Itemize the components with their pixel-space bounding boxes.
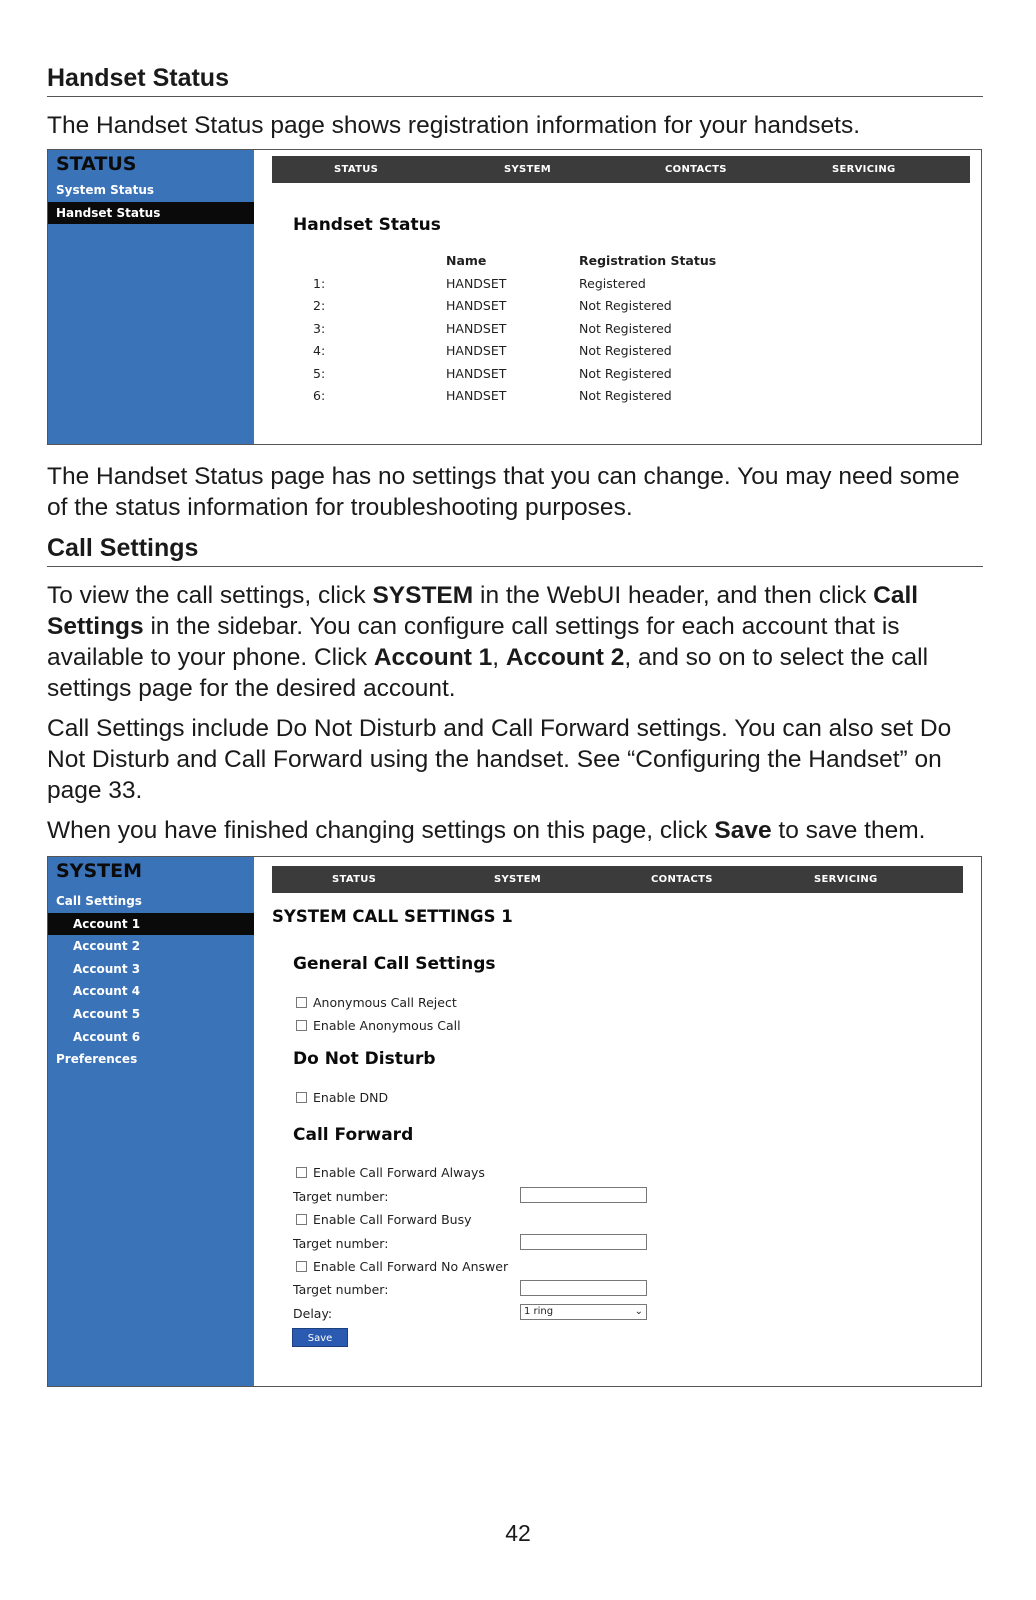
sidebar-item-account-4[interactable]: Account 4 <box>73 984 141 999</box>
enable-anonymous-call-checkbox[interactable] <box>296 1020 307 1031</box>
page-title: SYSTEM CALL SETTINGS 1 <box>272 907 513 926</box>
nav-servicing[interactable]: SERVICING <box>832 164 896 175</box>
row-num: 4: <box>313 343 326 358</box>
row-name: HANDSET <box>446 388 507 403</box>
enable-anonymous-call-label: Enable Anonymous Call <box>313 1018 461 1033</box>
cf-always-checkbox[interactable] <box>296 1167 307 1178</box>
row-num: 2: <box>313 298 326 313</box>
top-nav <box>272 156 970 183</box>
cf-no-answer-label: Enable Call Forward No Answer <box>313 1259 509 1274</box>
nav-system[interactable]: SYSTEM <box>504 164 552 175</box>
nav-contacts[interactable]: CONTACTS <box>651 874 713 885</box>
top-nav <box>272 866 963 893</box>
nav-contacts[interactable]: CONTACTS <box>665 164 727 175</box>
general-call-settings-heading: General Call Settings <box>293 954 496 974</box>
call-settings-p1: To view the call settings, click SYSTEM in the WebUI header, and then click Call Settings in the sidebar. You can configure call settings for each account that is available to your phone. Click Account 1, Account 2, and so on to select the call settings page for the desired account. <box>47 582 929 702</box>
sidebar-item-system-status[interactable]: System Status <box>56 183 155 197</box>
handset-status-intro: The Handset Status page shows registration information for your handsets. <box>47 112 861 139</box>
nav-status[interactable]: STATUS <box>332 874 377 885</box>
delay-label: Delay: <box>293 1306 333 1321</box>
row-status: Not Registered <box>579 298 672 313</box>
col-header-registration-status: Registration Status <box>579 253 717 268</box>
handset-status-note: The Handset Status page has no settings that you can change. You may need some of the status information for troubleshooting purposes. <box>47 463 960 521</box>
target-number-label: Target number: <box>293 1189 389 1204</box>
row-status: Not Registered <box>579 321 672 336</box>
cf-always-target-input[interactable] <box>520 1187 647 1203</box>
row-name: HANDSET <box>446 298 507 313</box>
enable-dnd-checkbox[interactable] <box>296 1092 307 1103</box>
sidebar-item-preferences[interactable]: Preferences <box>56 1052 138 1067</box>
sidebar-item-handset-status[interactable]: Handset Status <box>48 202 254 225</box>
nav-servicing[interactable]: SERVICING <box>814 874 878 885</box>
save-button[interactable]: Save <box>292 1328 348 1347</box>
row-status: Not Registered <box>579 366 672 381</box>
chevron-down-icon: ⌄ <box>634 1306 643 1317</box>
cf-no-answer-checkbox[interactable] <box>296 1261 307 1272</box>
sidebar-item-account-6[interactable]: Account 6 <box>73 1029 141 1044</box>
sidebar-item-call-settings[interactable]: Call Settings <box>56 894 142 908</box>
row-name: HANDSET <box>446 366 507 381</box>
row-status: Registered <box>579 276 646 291</box>
sidebar-item-account-1[interactable]: Account 1 <box>48 913 254 936</box>
anonymous-call-reject-label: Anonymous Call Reject <box>313 995 457 1010</box>
sidebar <box>48 857 254 1386</box>
page-title: Handset Status <box>293 215 441 235</box>
webui-call-settings-screenshot <box>47 856 982 1387</box>
section-heading-handset-status: Handset Status <box>47 64 983 97</box>
cf-busy-label: Enable Call Forward Busy <box>313 1212 472 1227</box>
delay-select[interactable] <box>520 1304 647 1320</box>
cf-no-answer-target-input[interactable] <box>520 1280 647 1296</box>
anonymous-call-reject-checkbox[interactable] <box>296 997 307 1008</box>
row-name: HANDSET <box>446 321 507 336</box>
row-name: HANDSET <box>446 276 507 291</box>
sidebar-item-account-5[interactable]: Account 5 <box>73 1006 141 1021</box>
target-number-label: Target number: <box>293 1236 389 1251</box>
sidebar <box>48 150 254 444</box>
call-forward-heading: Call Forward <box>293 1125 414 1145</box>
cf-busy-target-input[interactable] <box>520 1234 647 1250</box>
sidebar-item-account-3[interactable]: Account 3 <box>73 961 141 976</box>
call-settings-p3: When you have finished changing settings on this page, click Save to save them. <box>47 817 926 844</box>
delay-select-value: 1 ring <box>524 1306 554 1317</box>
row-name: HANDSET <box>446 343 507 358</box>
webui-handset-status-screenshot <box>47 149 982 445</box>
nav-system[interactable]: SYSTEM <box>494 874 542 885</box>
enable-dnd-label: Enable DND <box>313 1090 389 1105</box>
row-num: 6: <box>313 388 326 403</box>
sidebar-title: SYSTEM <box>56 860 142 882</box>
cf-busy-checkbox[interactable] <box>296 1214 307 1225</box>
row-num: 5: <box>313 366 326 381</box>
sidebar-item-account-2[interactable]: Account 2 <box>73 939 141 954</box>
nav-status[interactable]: STATUS <box>334 164 379 175</box>
call-settings-p2: Call Settings include Do Not Disturb and Call Forward settings. You can also set Do Not Disturb and Call Forward using the handset. See “Configuring the Handset” on page 33. <box>47 715 952 804</box>
sidebar-title: STATUS <box>56 153 137 175</box>
section-heading-call-settings: Call Settings <box>47 534 983 567</box>
target-number-label: Target number: <box>293 1282 389 1297</box>
dnd-heading: Do Not Disturb <box>293 1049 436 1069</box>
row-status: Not Registered <box>579 388 672 403</box>
row-status: Not Registered <box>579 343 672 358</box>
row-num: 3: <box>313 321 326 336</box>
page-number: 42 <box>505 1520 531 1546</box>
cf-always-label: Enable Call Forward Always <box>313 1165 485 1180</box>
col-header-name: Name <box>446 253 487 268</box>
row-num: 1: <box>313 276 326 291</box>
